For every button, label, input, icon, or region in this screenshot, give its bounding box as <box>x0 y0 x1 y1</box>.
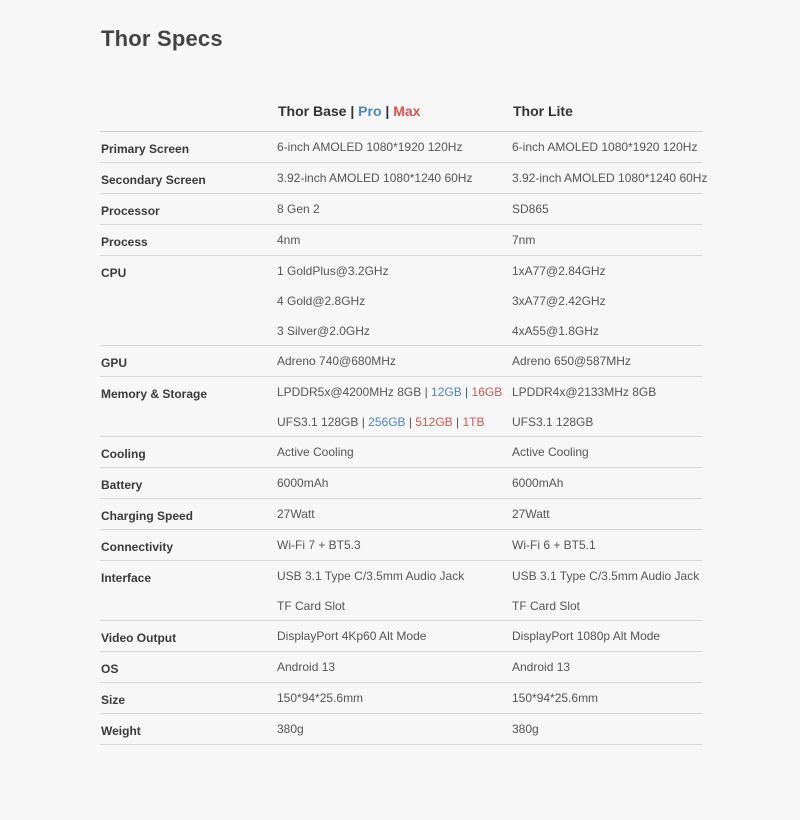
table-row <box>100 346 702 377</box>
cell-text: USB 3.1 Type C/3.5mm Audio Jack <box>512 569 700 583</box>
lite-value <box>512 722 539 752</box>
row-label: Size <box>101 693 126 707</box>
header-thor-base-pro-max <box>278 103 420 119</box>
row-label: Process <box>101 235 148 249</box>
cell-text: 6000mAh <box>277 476 329 490</box>
table-row <box>100 652 702 683</box>
cell-text: 3.92-inch AMOLED 1080*1240 60Hz <box>512 171 708 185</box>
separator: | <box>452 415 463 429</box>
row-label: Secondary Screen <box>101 173 206 187</box>
table-row <box>100 621 702 652</box>
row-label: Processor <box>101 204 160 218</box>
base-value <box>277 569 464 629</box>
storage-max-512: 512GB <box>415 415 453 429</box>
table-row <box>100 225 702 256</box>
table-row <box>100 683 702 714</box>
header-base-label: Thor Base <box>278 103 347 119</box>
memory-line <box>277 385 502 415</box>
cell-text: 150*94*25.6mm <box>512 691 599 705</box>
cell-text: Adreno 740@680MHz <box>277 354 396 368</box>
header-separator: | <box>381 103 394 119</box>
base-value <box>277 264 389 354</box>
row-label: Video Output <box>101 631 177 645</box>
table-row <box>100 714 702 745</box>
storage-pro: 256GB <box>368 415 406 429</box>
separator: | <box>358 415 369 429</box>
cell-text: 7nm <box>512 233 536 247</box>
table-row <box>100 194 702 225</box>
row-label: Interface <box>101 571 152 585</box>
cell-text: 6-inch AMOLED 1080*1920 120Hz <box>277 140 463 154</box>
cell-text: USB 3.1 Type C/3.5mm Audio Jack <box>277 569 465 583</box>
row-label: Cooling <box>101 447 146 461</box>
lite-value <box>512 264 606 354</box>
cell-text: 3xA77@2.42GHz <box>512 294 606 308</box>
cell-text: 380g <box>277 722 304 736</box>
table-row <box>100 377 702 437</box>
row-label: Charging Speed <box>101 509 194 523</box>
base-value <box>277 385 502 445</box>
cell-text: 27Watt <box>512 507 550 521</box>
cell-text: Wi-Fi 7 + BT5.3 <box>277 538 361 552</box>
separator: | <box>405 415 416 429</box>
cell-text: TF Card Slot <box>512 599 581 613</box>
table-row <box>100 437 702 468</box>
cell-text: UFS3.1 128GB <box>512 415 594 429</box>
cell-text: Active Cooling <box>277 445 354 459</box>
base-value <box>277 722 304 752</box>
cell-text: 1 GoldPlus@3.2GHz <box>277 264 389 278</box>
cell-text: 380g <box>512 722 539 736</box>
cell-text: 4 Gold@2.8GHz <box>277 294 366 308</box>
cell-text: Android 13 <box>277 660 336 674</box>
storage-max-1tb: 1TB <box>462 415 485 429</box>
row-label: Weight <box>101 724 141 738</box>
cell-text: 3.92-inch AMOLED 1080*1240 60Hz <box>277 171 473 185</box>
header-max-label: Max <box>393 103 421 119</box>
header-thor-lite: Thor Lite <box>513 103 573 119</box>
table-row <box>100 256 702 346</box>
page-title: Thor Specs <box>101 26 223 51</box>
cell-text: Active Cooling <box>512 445 589 459</box>
row-label: GPU <box>101 356 128 370</box>
cell-text: 4xA55@1.8GHz <box>512 324 599 338</box>
table-row <box>100 530 702 561</box>
cell-text: 27Watt <box>277 507 315 521</box>
cell-text: 4nm <box>277 233 301 247</box>
separator: | <box>421 385 432 399</box>
lite-value <box>512 569 699 629</box>
table-row <box>100 163 708 194</box>
table-row <box>100 468 702 499</box>
table-row <box>100 499 702 530</box>
row-label: OS <box>101 662 119 676</box>
cell-text: LPDDR4x@2133MHz 8GB <box>512 385 657 399</box>
row-label: Battery <box>101 478 143 492</box>
cell-text: Android 13 <box>512 660 571 674</box>
memory-pro: 12GB <box>431 385 462 399</box>
cell-text: SD865 <box>512 202 549 216</box>
cell-text: 8 Gen 2 <box>277 202 320 216</box>
table-row <box>100 561 702 621</box>
memory-max: 16GB <box>471 385 503 399</box>
row-label: Memory & Storage <box>101 387 208 401</box>
cell-text: Adreno 650@587MHz <box>512 354 631 368</box>
cell-text: DisplayPort 1080p Alt Mode <box>512 629 661 643</box>
row-label: CPU <box>101 266 127 280</box>
cell-text: 6000mAh <box>512 476 564 490</box>
storage-base: UFS3.1 128GB <box>277 415 359 429</box>
lite-value <box>512 385 656 445</box>
cell-text: 1xA77@2.84GHz <box>512 264 606 278</box>
header-pro-label: Pro <box>358 103 382 119</box>
specs-table <box>100 92 708 745</box>
cell-text: 6-inch AMOLED 1080*1920 120Hz <box>512 140 698 154</box>
cell-text: TF Card Slot <box>277 599 346 613</box>
row-label: Connectivity <box>101 540 174 554</box>
cell-text: DisplayPort 4Kp60 Alt Mode <box>277 629 427 643</box>
cell-text: Wi-Fi 6 + BT5.1 <box>512 538 596 552</box>
cell-text: 150*94*25.6mm <box>277 691 364 705</box>
separator: | <box>461 385 472 399</box>
memory-base: LPDDR5x@4200MHz 8GB <box>277 385 422 399</box>
cell-text: 3 Silver@2.0GHz <box>277 324 370 338</box>
row-label: Primary Screen <box>101 142 190 156</box>
table-row <box>100 132 702 163</box>
table-header <box>100 92 702 132</box>
header-separator: | <box>346 103 359 119</box>
